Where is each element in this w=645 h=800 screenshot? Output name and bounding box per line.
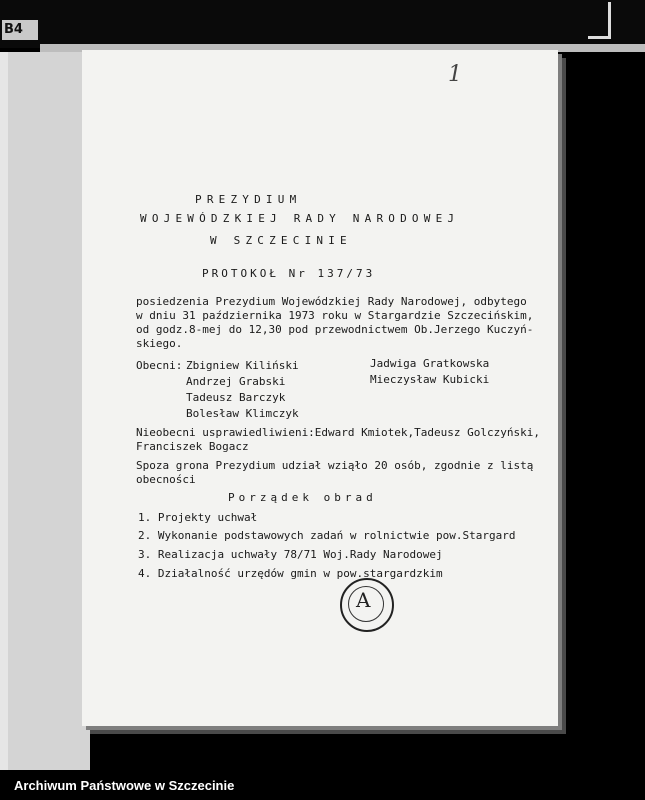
protocol-title: PROTOKOŁ Nr 137/73 — [202, 267, 376, 280]
intro-line: posiedzenia Prezydium Wojewódzkiej Rady Narodowej, odbytego — [136, 295, 527, 308]
header-line-2: WOJEWÓDZKIEJ RADY NARODOWEJ — [140, 212, 460, 225]
present-member: Tadeusz Barczyk — [186, 391, 286, 404]
agenda-item: 1. Projekty uchwał — [138, 511, 258, 524]
intro-line: od godz.8-mej do 12,30 pod przewodnictwem Ob.Jerzego Kuczyń- — [136, 323, 534, 336]
present-member: Bolesław Klimczyk — [186, 407, 299, 420]
handwritten-page-number: 1 — [448, 62, 462, 87]
document-page — [82, 50, 558, 726]
archive-stamp-emblem-icon: A — [356, 588, 371, 612]
others-line: obecności — [136, 473, 196, 486]
archive-footer: Archiwum Państwowe w Szczecinie — [0, 772, 645, 800]
scan-top-band — [0, 0, 645, 48]
agenda-item: 4. Działalność urzędów gmin w pow.stargardzkim — [138, 567, 443, 580]
intro-line: skiego. — [136, 337, 183, 350]
present-member: Mieczysław Kubicki — [370, 373, 490, 386]
others-line: Spoza grona Prezydium udział wziąło 20 osób, zgodnie z listą — [136, 459, 534, 472]
absent-line: Franciszek Bogacz — [136, 440, 249, 453]
agenda-item: 3. Realizacja uchwały 78/71 Woj.Rady Narodowej — [138, 548, 443, 561]
crop-mark — [588, 2, 611, 39]
agenda-item: 2. Wykonanie podstawowych zadań w rolnictwie pow.Stargard — [138, 529, 516, 542]
header-line-3: W SZCZECINIE — [210, 234, 352, 247]
header-line-1: PREZYDIUM — [195, 193, 302, 206]
intro-line: w dniu 31 października 1973 roku w Stargardzie Szczecińskim, — [136, 309, 534, 322]
present-member: Andrzej Grabski — [186, 375, 286, 388]
underlying-sheet — [0, 52, 90, 770]
present-member: Zbigniew Kiliński — [186, 359, 299, 372]
corner-tag: B4 — [2, 20, 38, 40]
archive-stamp — [340, 578, 394, 632]
present-member: Jadwiga Gratkowska — [370, 357, 490, 370]
present-label: Obecni: — [136, 359, 183, 372]
underlying-sheet-edge — [0, 52, 8, 770]
absent-line: Nieobecni usprawiedliwieni:Edward Kmiotek,Tadeusz Golczyński, — [136, 426, 540, 439]
agenda-title: Porządek obrad — [228, 491, 377, 504]
